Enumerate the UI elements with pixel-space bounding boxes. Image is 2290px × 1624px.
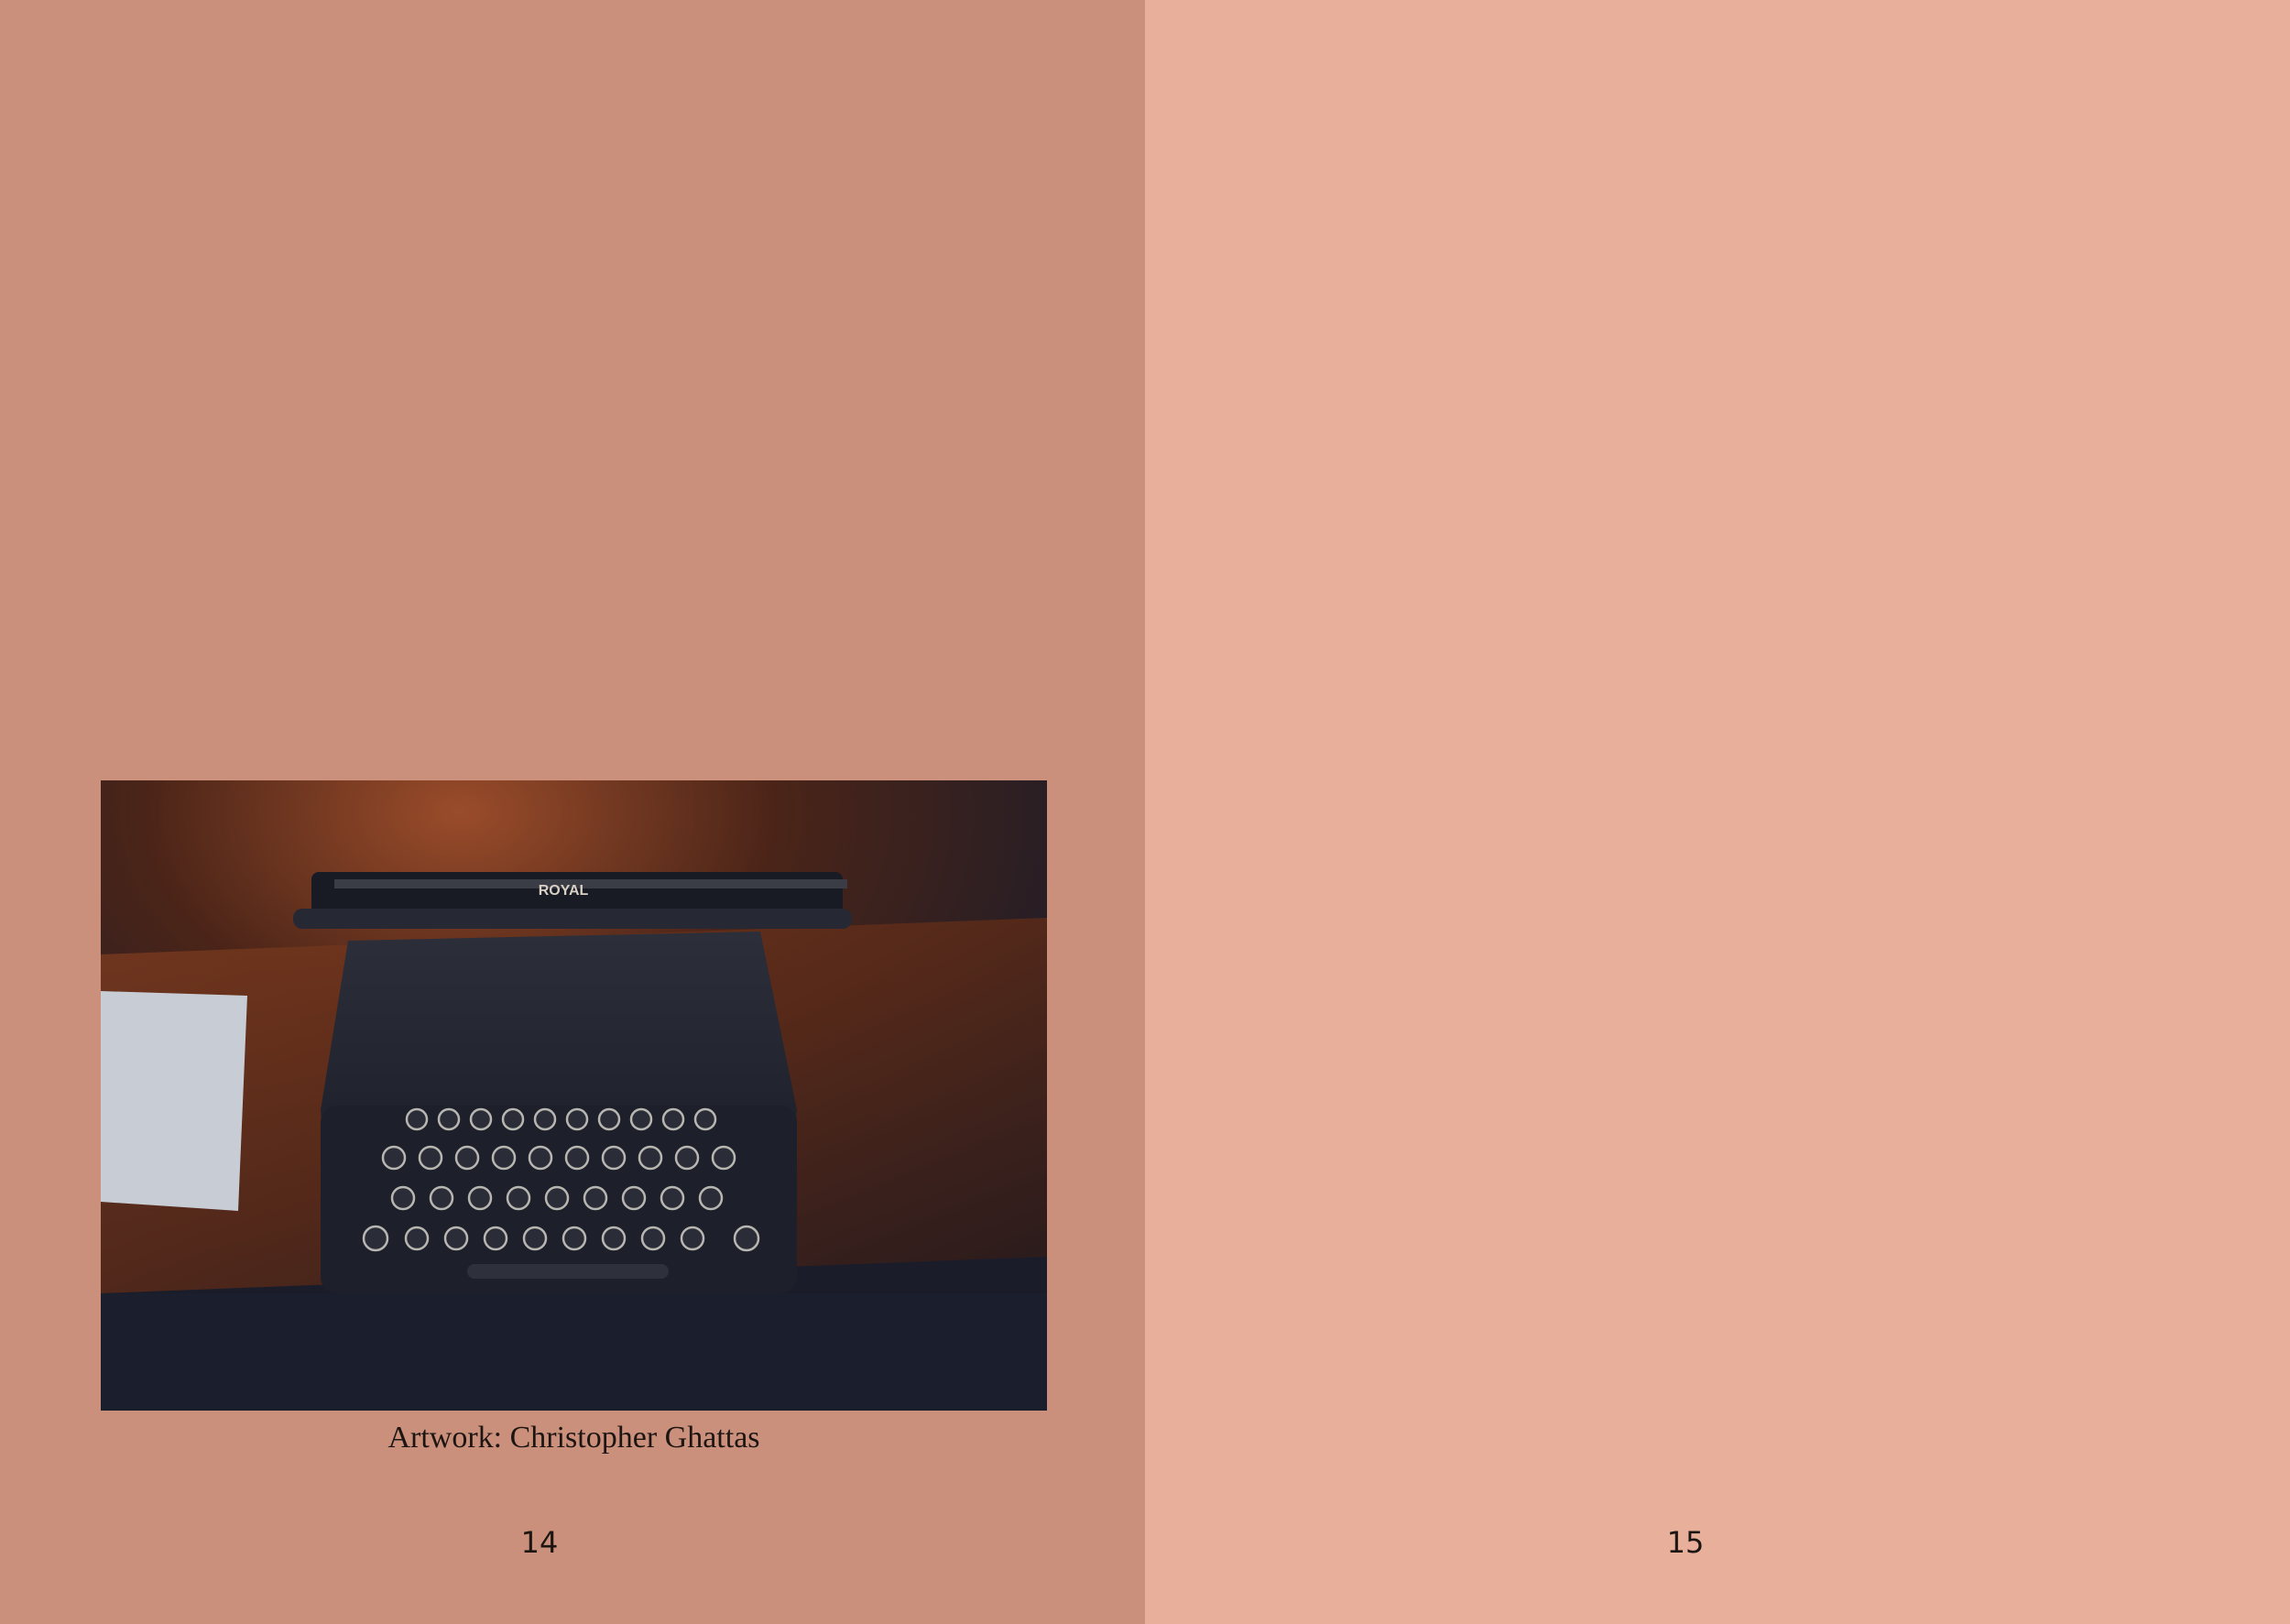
artwork-caption: Artwork: Christopher Ghattas [387,1421,760,1455]
typewriter-brand-label: ROYAL [538,883,589,899]
page-number-right: 15 [1666,1525,1705,1560]
page-number-left: 14 [520,1525,559,1560]
typewriter-artwork [101,780,1047,1411]
right-page [1145,0,2290,1624]
